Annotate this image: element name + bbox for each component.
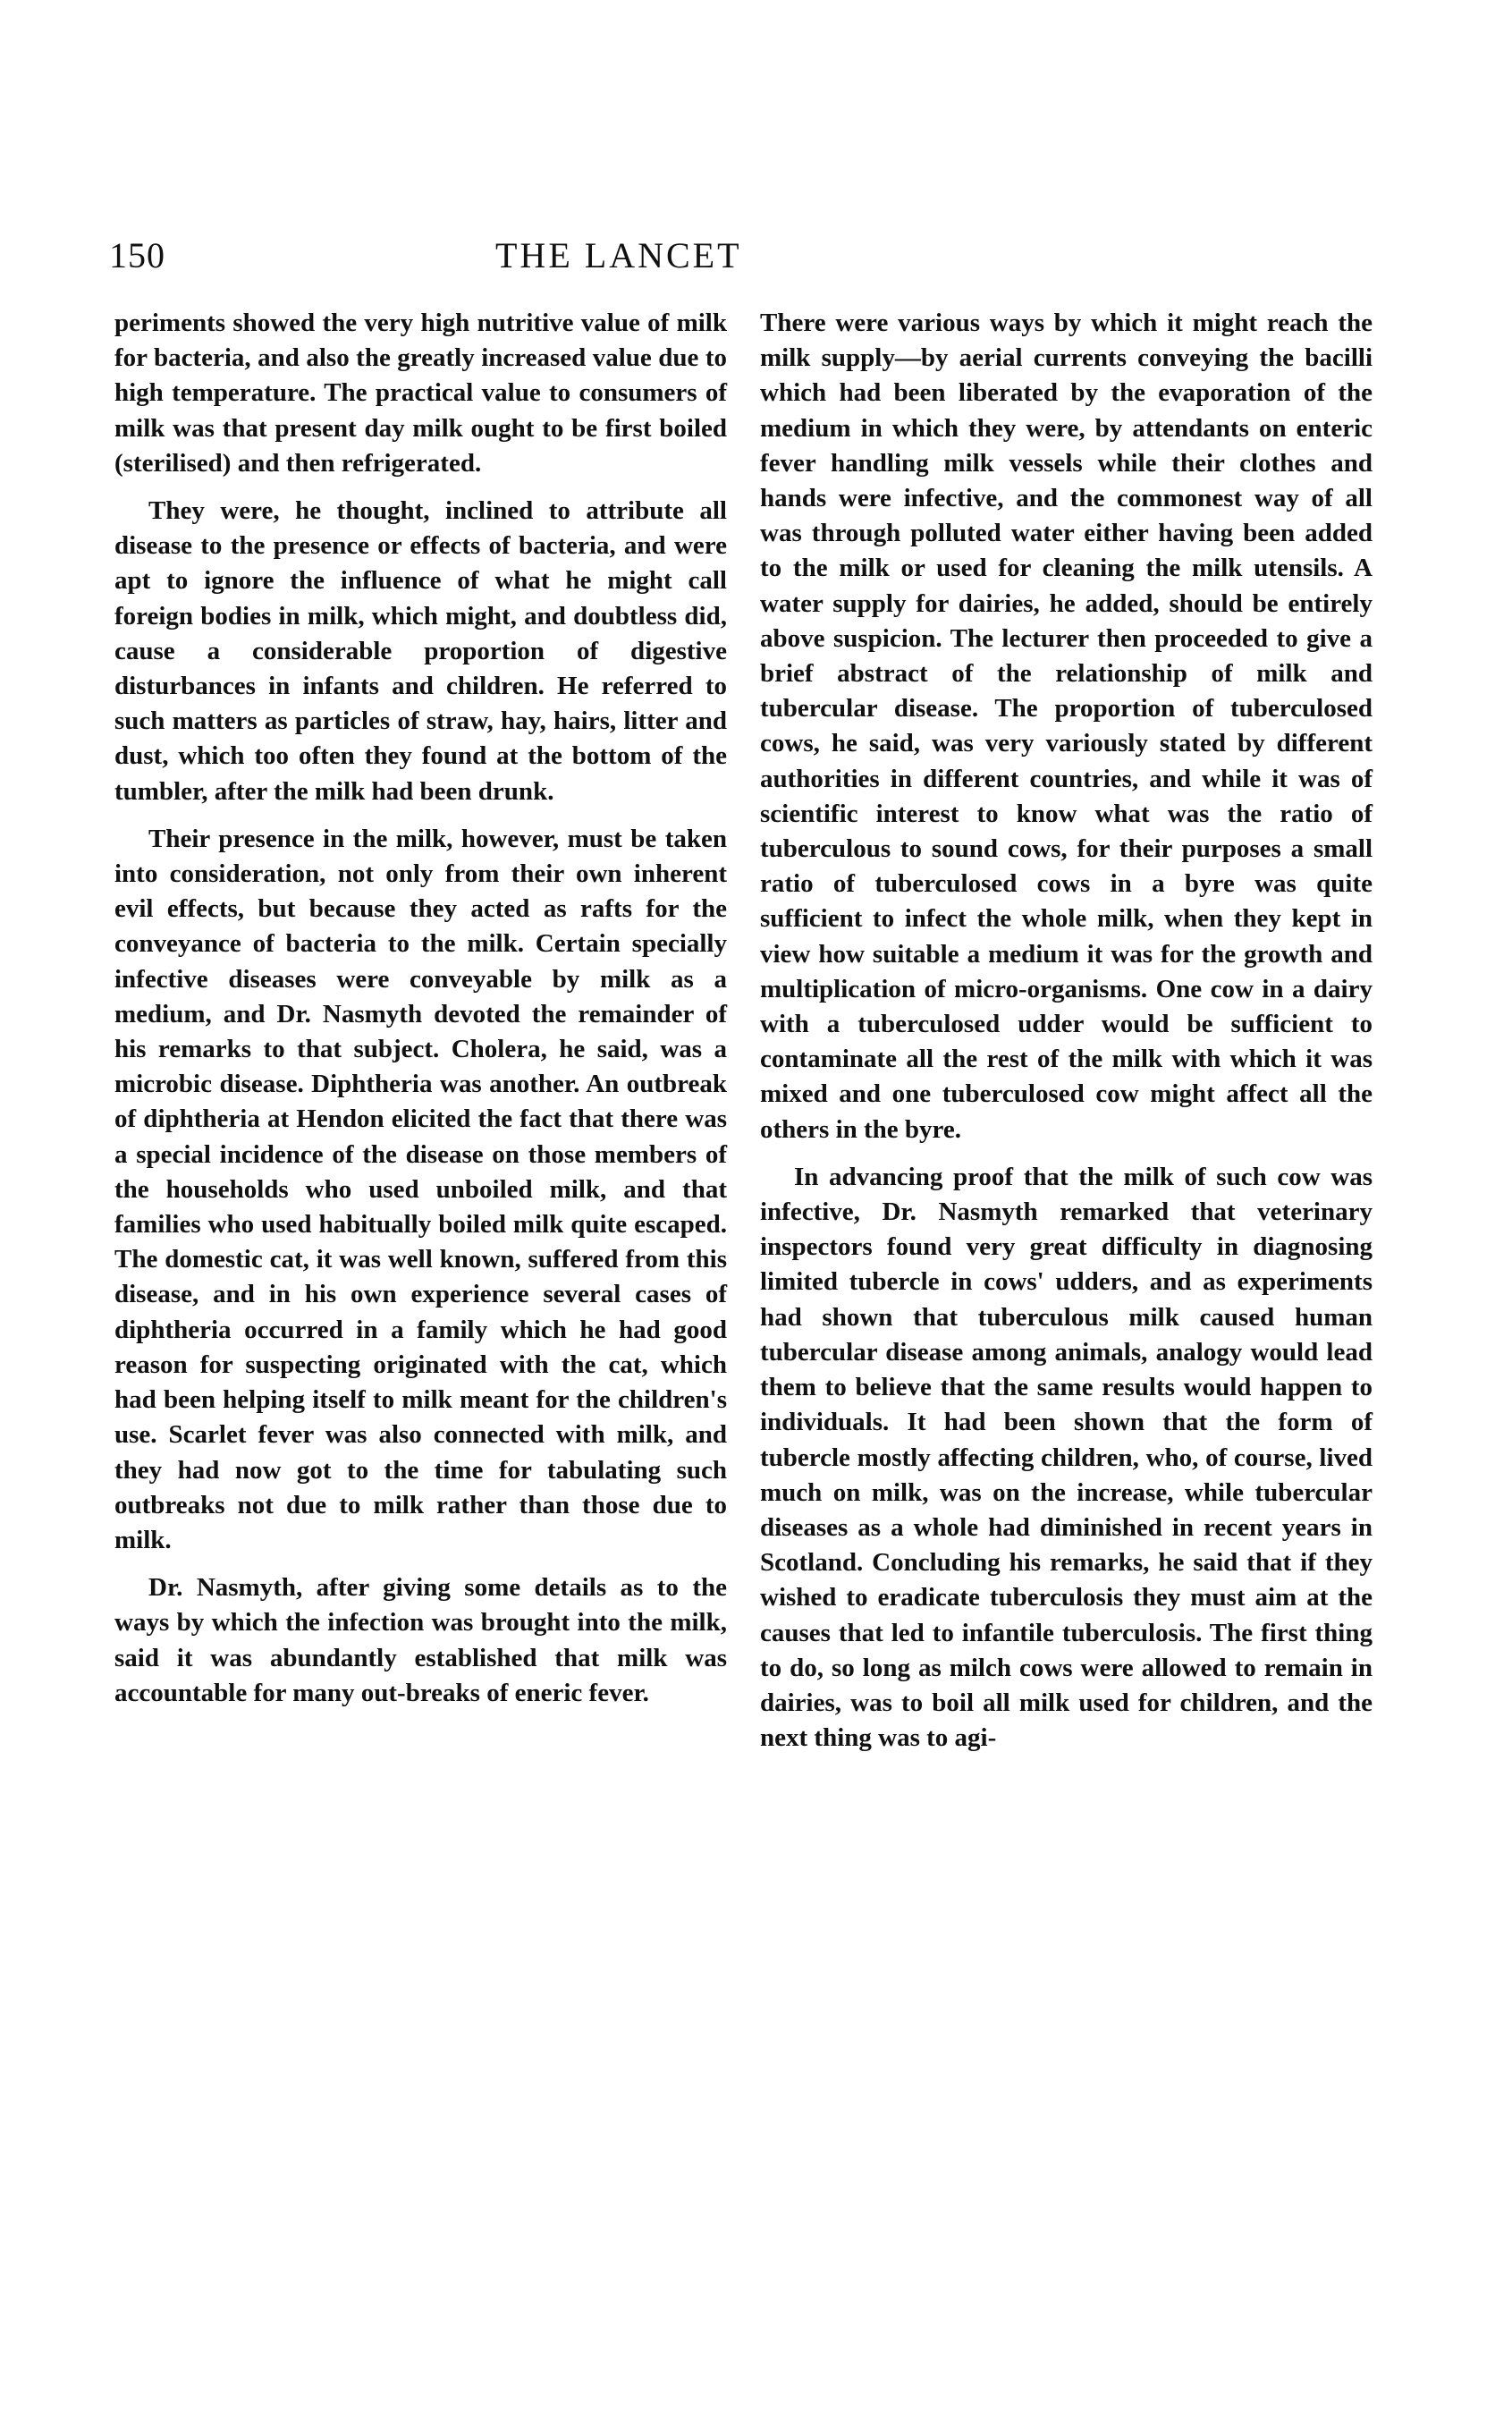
paragraph: There were various ways by which it might reach the milk supply—by aerial currents conveying the bacilli which had been liberated by the evaporation of the medium in which they were, by attendants on enteric fever handling milk vessels while their clothes and hands were infective, and the commonest way of all was through polluted water either having been added to the milk or used for cleaning the milk utensils. A water supply for dairies, he added, should be entirely above suspicion. The lecturer then proceeded to give a brief abstract of the relationship of milk and tubercular disease. The proportion of tuberculosed cows, he said, was very variously stated by different authorities in different countries, and while it was of scientific interest to know what was the ratio of tuberculous to sound cows, for their purposes a small ratio of tuberculosed cows in a byre was quite sufficient to infect the whole milk, when they kept in view how suitable a medium it was for the growth and multiplication of micro-organisms. One cow in a dairy with a tuberculosed udder would be sufficient to contaminate all the rest of the milk with which it was mixed and one tuberculosed cow might affect all the others in the byre. [760, 309, 1373, 1144]
paragraph: They were, he thought, inclined to attribute all disease to the presence or effects of bacteria, and were apt to ignore the influence of what he might call foreign bodies in milk, which might, and doubtless did, cause a considerable proportion of digestive disturbances in infants and children. He referred to such matters as particles of straw, hay, hairs, litter and dust, which too often they found at the bottom of the tumbler, after the milk had been drunk. [114, 496, 727, 806]
paragraph: periments showed the very high nutritive value of milk for bacteria, and also the greatly increased value due to high temperature. The practical value to consumers of milk was that present day milk ought to be first boiled (sterilised) and then refrigerated. [114, 309, 727, 478]
paragraph: Their presence in the milk, however, must be taken into consideration, not only from their own inherent evil effects, but because they acted as rafts for the conveyance of bacteria to the milk. Certain specially infective diseases were conveyable by milk as a medium, and Dr. Nasmyth devoted the remainder of his remarks to that subject. Cholera, he said, was a microbic disease. Diphtheria was another. An outbreak of diphtheria at Hendon elicited the fact that there was a special incidence of the disease on those members of the households who used unboiled milk, and that families who used habitually boiled milk quite escaped. The domestic cat, it was well known, suffered from this disease, and in his own experience several cases of diphtheria occurred in a family which he had good reason for suspecting originated with the cat, which had been helping itself to milk meant for the children's use. Scarlet fever was also connected with milk, and they had now got to the time for tabulating such outbreaks not due to milk rather than those due to milk. [114, 824, 727, 1554]
page-header [109, 234, 896, 279]
page-number: 150 [109, 235, 165, 275]
paragraph: Dr. Nasmyth, after giving some details as to the ways by which the infection was brought into the milk, said it was abundantly established that milk was accountable for many out-breaks of eneric fever. [114, 1573, 727, 1707]
right-column [760, 306, 1373, 1768]
left-column [114, 306, 727, 1723]
paragraph: In advancing proof that the milk of such cow was infective, Dr. Nasmyth remarked that veterinary inspectors found very great difficulty in diagnosing limited tubercle in cows' udders, and as experiments had shown that tuberculous milk caused human tubercular disease among animals, analogy would lead them to believe that the same results would happen to individuals. It had been shown that the form of tubercle mostly affecting children, who, of course, lived much on milk, was on the increase, while tubercular diseases as a whole had diminished in recent years in Scotland. Concluding his remarks, he said that if they wished to eradicate tuberculosis they must aim at the causes that led to infantile tuberculosis. The first thing to do, so long as milch cows were allowed to remain in dairies, was to boil all milk used for children, and the next thing was to agi- [760, 1162, 1373, 1753]
journal-title: THE LANCET [495, 235, 742, 275]
